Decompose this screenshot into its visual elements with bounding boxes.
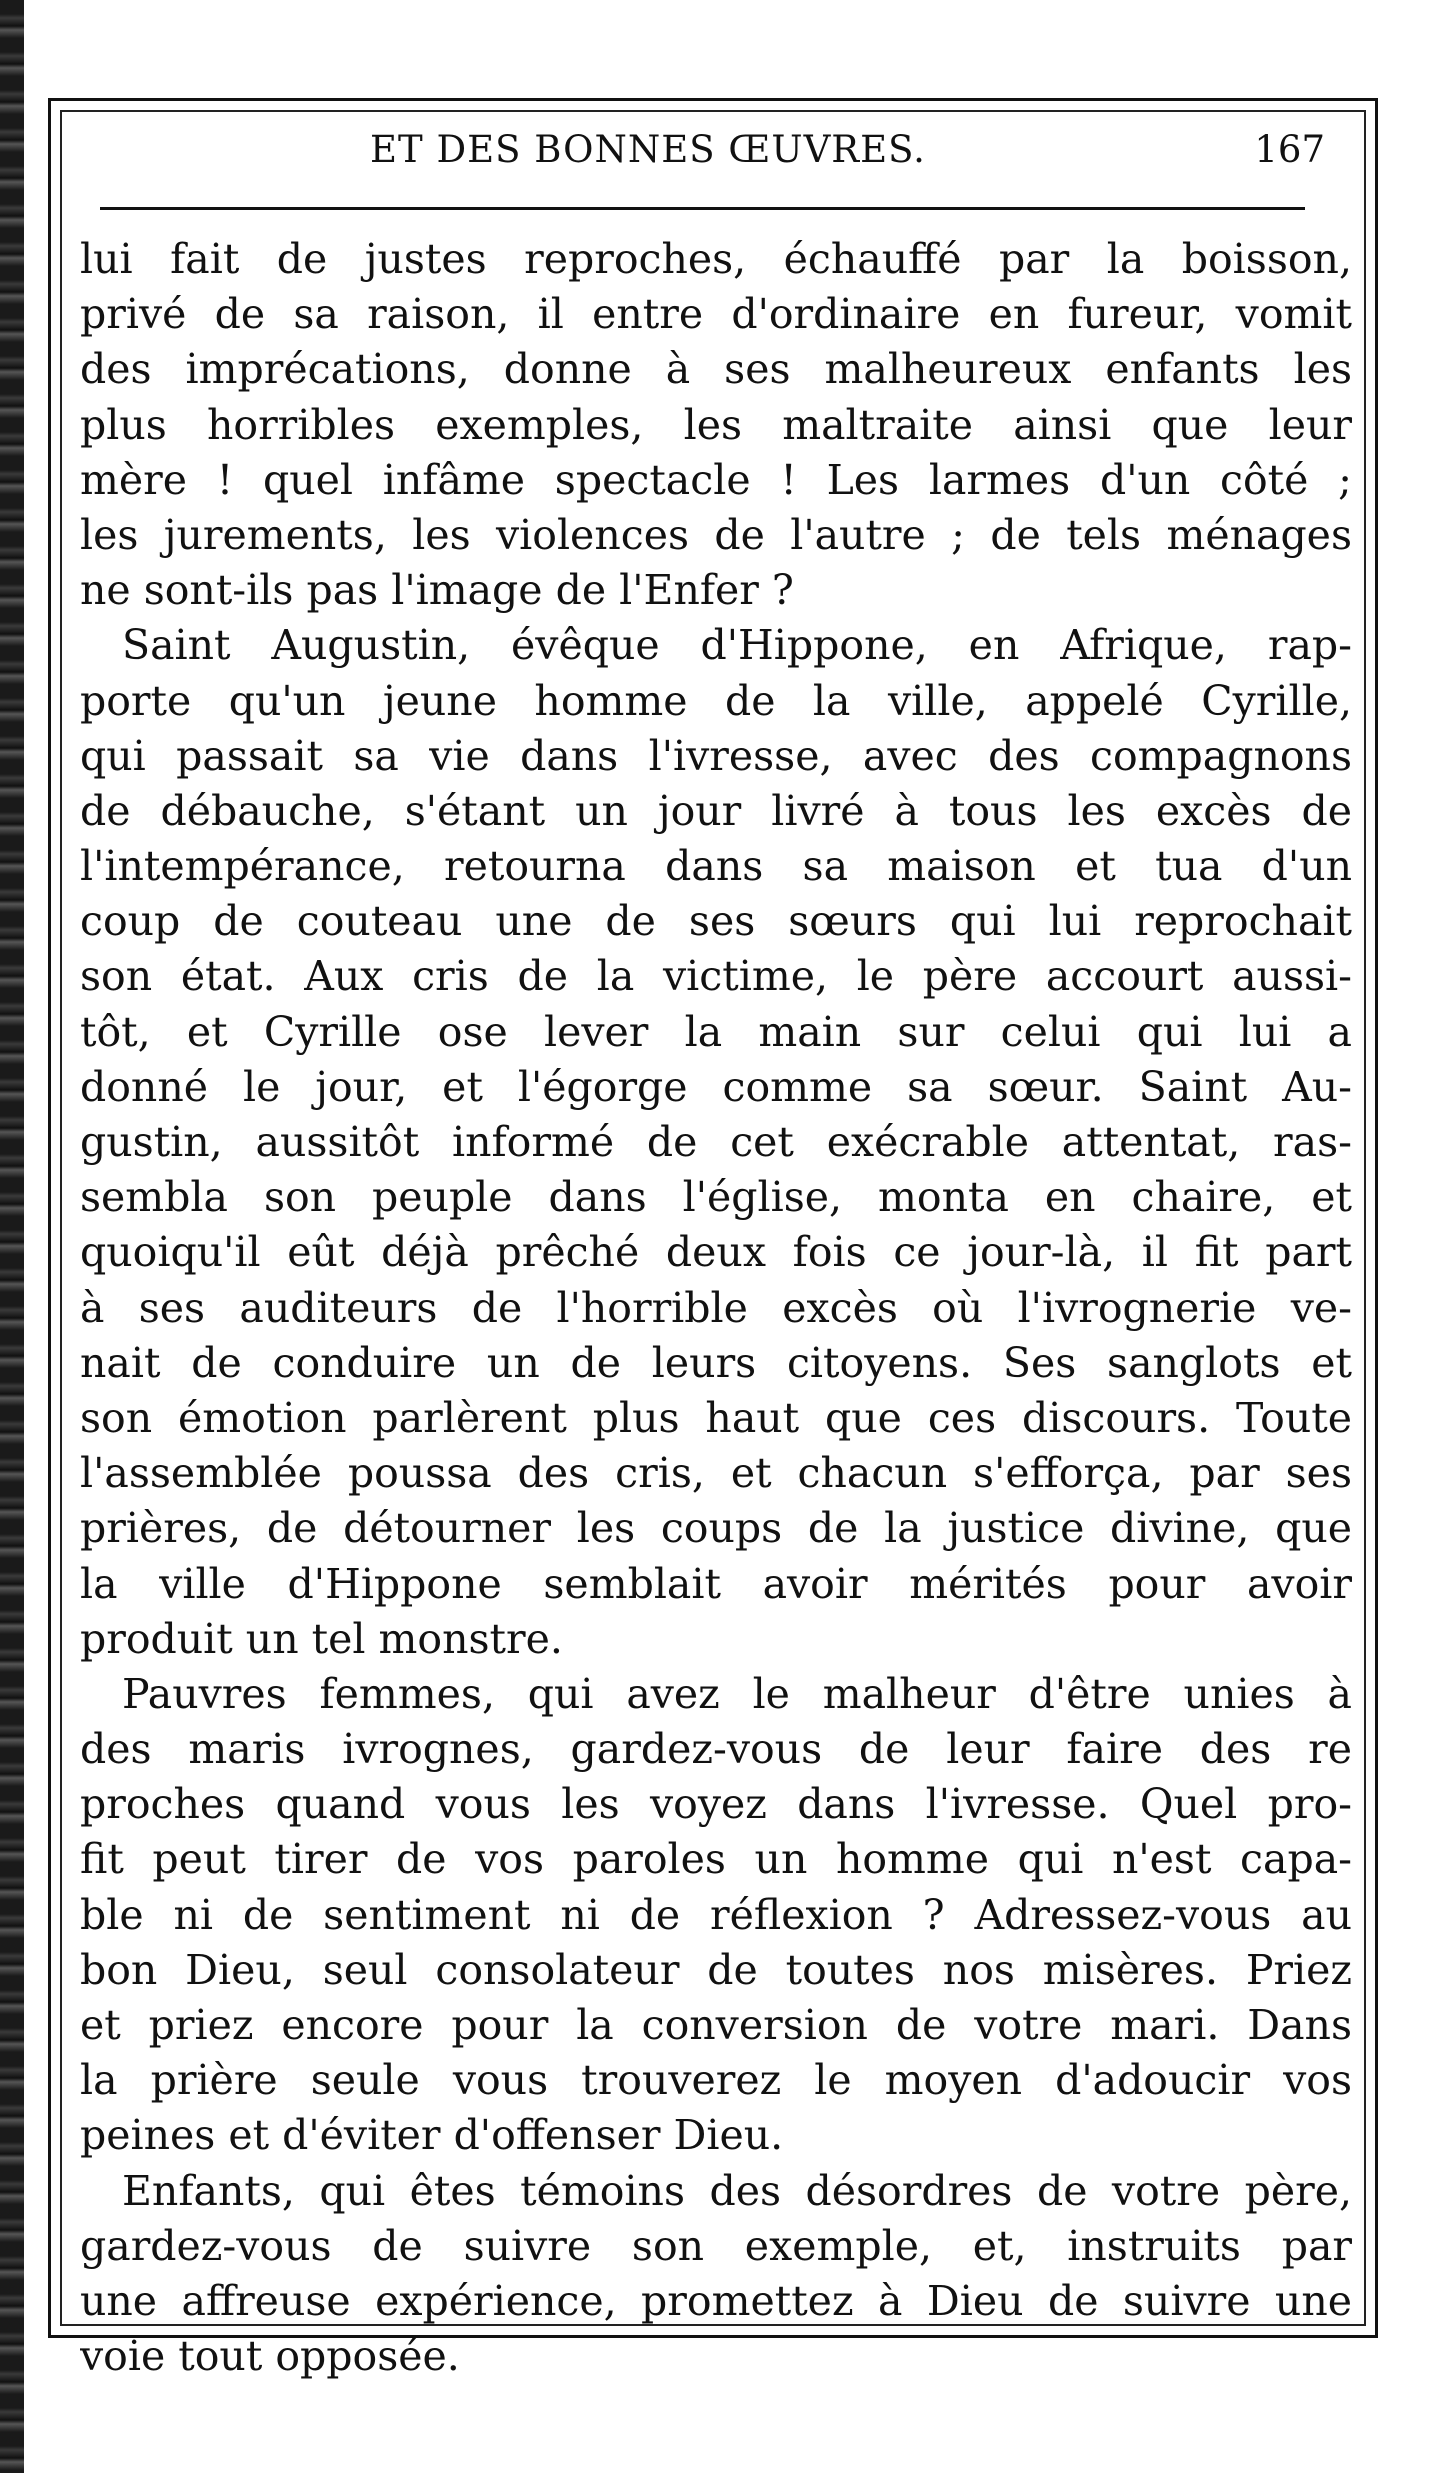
text-line: fit peut tirer de vos paroles un homme qui n'est capa- xyxy=(80,1835,1352,1884)
body-text xyxy=(80,232,1352,2384)
text-line: l'intempérance, retourna dans sa maison et tua d'un xyxy=(80,842,1352,891)
text-line: la ville d'Hippone semblait avoir mérités pour avoir xyxy=(80,1559,1352,1608)
text-line: lui fait de justes reproches, échauffé par la boisson, xyxy=(80,235,1352,283)
text-line: Pauvres femmes, qui avez le malheur d'être unies à xyxy=(122,1669,1352,1718)
text-line: peines et d'éviter d'offenser Dieu. xyxy=(80,2111,784,2160)
text-line: Saint Augustin, évêque d'Hippone, en Afrique, rap- xyxy=(122,621,1352,670)
text-line: prières, de détourner les coups de la justice divine, que xyxy=(80,1504,1352,1553)
text-line: l'assemblée poussa des cris, et chacun s'efforça, par ses xyxy=(80,1449,1352,1498)
text-line: une affreuse expérience, promettez à Dieu de suivre une xyxy=(80,2276,1352,2325)
text-line: son état. Aux cris de la victime, le père accourt aussi- xyxy=(80,952,1352,1001)
text-line: quoiqu'il eût déjà prêché deux fois ce jour-là, il fit part xyxy=(80,1228,1352,1277)
text-line: porte qu'un jeune homme de la ville, appelé Cyrille, xyxy=(80,676,1352,725)
text-line: bon Dieu, seul consolateur de toutes nos misères. Priez xyxy=(80,1945,1352,1994)
text-line: gustin, aussitôt informé de cet exécrable attentat, ras- xyxy=(80,1118,1352,1166)
text-line: tôt, et Cyrille ose lever la main sur celui qui lui a xyxy=(80,1007,1352,1056)
text-line: des imprécations, donne à ses malheureux enfants les xyxy=(80,345,1352,394)
text-line: donné le jour, et l'égorge comme sa sœur. Saint Au- xyxy=(80,1062,1352,1111)
text-line: plus horribles exemples, les maltraite ainsi que leur xyxy=(80,400,1352,449)
text-line: voie tout opposée. xyxy=(80,2332,460,2381)
text-line: qui passait sa vie dans l'ivresse, avec des compagnons xyxy=(80,731,1352,780)
text-line: Enfants, qui êtes témoins des désordres de votre père, xyxy=(122,2166,1352,2215)
text-line: proches quand vous les voyez dans l'ivresse. Quel pro- xyxy=(80,1780,1352,1829)
text-line: produit un tel monstre. xyxy=(80,1614,563,1663)
binding-edge xyxy=(0,0,24,2473)
page-number: 167 xyxy=(1254,128,1325,171)
text-line: gardez-vous de suivre son exemple, et, instruits par xyxy=(80,2221,1352,2270)
text-line: des maris ivrognes, gardez-vous de leur faire des re xyxy=(80,1725,1352,1774)
running-title: ET DES BONNES ŒUVRES. xyxy=(370,128,926,171)
text-line: nait de conduire un de leurs citoyens. Ses sanglots et xyxy=(80,1338,1352,1387)
text-line: la prière seule vous trouverez le moyen d'adoucir vos xyxy=(80,2056,1352,2105)
text-line: les jurements, les violences de l'autre ; de tels ménages xyxy=(80,510,1352,559)
text-line: sembla son peuple dans l'église, monta en chaire, et xyxy=(80,1173,1352,1222)
text-line: de débauche, s'étant un jour livré à tous les excès de xyxy=(80,786,1352,835)
page-header xyxy=(80,128,1350,188)
text-line: à ses auditeurs de l'horrible excès où l'ivrognerie ve- xyxy=(80,1283,1352,1332)
text-line: coup de couteau une de ses sœurs qui lui reprochait xyxy=(80,897,1352,946)
text-line: son émotion parlèrent plus haut que ces discours. Toute xyxy=(80,1393,1352,1442)
text-line: privé de sa raison, il entre d'ordinaire en fureur, vomit xyxy=(80,290,1352,339)
header-rule xyxy=(100,207,1305,210)
text-line: et priez encore pour la conversion de votre mari. Dans xyxy=(80,2001,1352,2049)
text-line: ble ni de sentiment ni de réflexion ? Adressez-vous au xyxy=(80,1890,1352,1939)
text-line: mère ! quel infâme spectacle ! Les larmes d'un côté ; xyxy=(80,455,1352,504)
text-line: ne sont-ils pas l'image de l'Enfer ? xyxy=(80,566,794,615)
